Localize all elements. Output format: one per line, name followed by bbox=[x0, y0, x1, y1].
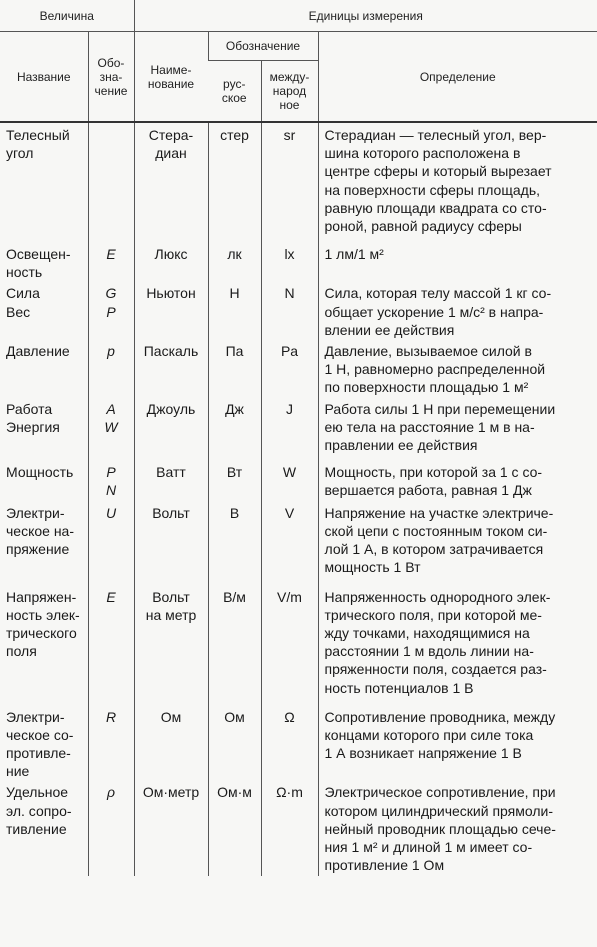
symbol-letter: A bbox=[106, 400, 116, 417]
symbol-international: V bbox=[261, 501, 318, 585]
unit-definition: Сопротивление проводника, между концами которого при силе тока 1 А возникает напряжение 1 В bbox=[318, 705, 597, 781]
quantity-symbol bbox=[88, 705, 134, 781]
symbol-russian: Ом·м bbox=[208, 780, 261, 876]
unit-name: Ватт bbox=[134, 460, 208, 501]
header-international: между- народ ное bbox=[261, 61, 318, 123]
quantity-symbol bbox=[88, 339, 134, 397]
quantity-symbol bbox=[88, 501, 134, 585]
symbol-russian: Н bbox=[208, 281, 261, 339]
symbol-international: Ω·m bbox=[261, 780, 318, 876]
symbol-international: W bbox=[261, 460, 318, 501]
symbol-international: Ω bbox=[261, 705, 318, 781]
symbol-international: lx bbox=[261, 242, 318, 281]
quantity-name: Работа Энергия bbox=[6, 400, 60, 435]
quantity-name: Сила Вес bbox=[6, 285, 40, 320]
symbol-letter: p bbox=[107, 343, 115, 360]
unit-name: Вольт bbox=[134, 501, 208, 585]
table-row bbox=[0, 339, 597, 397]
quantity-name: Электри- ческое на- пряжение bbox=[6, 504, 75, 558]
symbol-letter: R bbox=[105, 708, 117, 725]
table-row bbox=[0, 501, 597, 585]
symbol-letter: ρ bbox=[106, 784, 116, 801]
unit-name: Ом bbox=[134, 705, 208, 781]
symbol-letter: P bbox=[106, 303, 116, 320]
unit-definition: Мощность, при которой за 1 с со- вершается работа, равная 1 Дж bbox=[318, 460, 597, 501]
symbol-letter: E bbox=[106, 246, 116, 262]
symbol-letter: P bbox=[106, 463, 116, 480]
unit-name: Вольт на метр bbox=[134, 585, 208, 705]
unit-definition: Электрическое сопротивление, при котором цилиндрический прямоли- нейный проводник площадью сече- ния 1 м² и длиной 1 м имеет со- противление 1 Ом bbox=[318, 780, 597, 876]
symbol-international: Pa bbox=[261, 339, 318, 397]
quantity-name: Мощность bbox=[6, 463, 74, 480]
table-row bbox=[0, 281, 597, 339]
symbol-russian: Дж bbox=[208, 397, 261, 460]
header-name: Название bbox=[0, 32, 88, 123]
unit-definition: Работа силы 1 Н при перемещении ею тела на расстояние 1 м в на- правлении ее действия bbox=[318, 397, 597, 460]
quantity-symbol bbox=[88, 460, 134, 501]
unit-name: Стера- диан bbox=[134, 122, 208, 242]
table-row bbox=[0, 397, 597, 460]
quantity-name: Напряжен- ность элек- трического поля bbox=[6, 588, 80, 660]
quantity-symbol bbox=[88, 122, 134, 242]
quantity-symbol bbox=[88, 780, 134, 876]
header-quantity: Величина bbox=[0, 0, 134, 32]
header-designation: Обозначение bbox=[208, 32, 318, 61]
quantity-symbol bbox=[88, 585, 134, 705]
symbol-russian: Па bbox=[208, 339, 261, 397]
unit-definition: Стерадиан — телесный угол, вер- шина которого расположена в центре сферы и который вырезает на поверхности сферы площадь, равную площади квадрата со сто- роной, равной радиусу сферы bbox=[318, 122, 597, 242]
table-row bbox=[0, 705, 597, 781]
unit-name: Ньютон bbox=[134, 281, 208, 339]
symbol-russian: В bbox=[208, 501, 261, 585]
symbol-russian: В/м bbox=[208, 585, 261, 705]
header-unit-name: Наиме- нование bbox=[134, 32, 208, 123]
unit-name: Люкс bbox=[134, 242, 208, 281]
symbol-russian: Вт bbox=[208, 460, 261, 501]
quantity-symbol bbox=[88, 242, 134, 281]
quantity-name: Давление bbox=[6, 343, 70, 360]
header-symbol: Обо- зна- чение bbox=[88, 32, 134, 123]
symbol-letter: N bbox=[105, 481, 117, 498]
quantity-name: Телесный угол bbox=[6, 127, 70, 162]
symbol-international: N bbox=[261, 281, 318, 339]
table-row bbox=[0, 460, 597, 501]
symbol-letter: G bbox=[105, 285, 117, 302]
symbol-letter: W bbox=[104, 418, 118, 435]
table-row bbox=[0, 780, 597, 876]
unit-name: Джоуль bbox=[134, 397, 208, 460]
symbol-international: V/m bbox=[261, 585, 318, 705]
table-row bbox=[0, 122, 597, 242]
quantity-name: Удельное эл. сопро- тивление bbox=[6, 784, 72, 837]
symbol-international: sr bbox=[261, 122, 318, 242]
table-row bbox=[0, 242, 597, 281]
table-row bbox=[0, 585, 597, 705]
unit-definition: Напряженность однородного элек- трического поля, при которой ме- жду точками, находящимися на расстоянии 1 м вдоль линии на- пряженности поля, создается раз- ность потенциалов 1 В bbox=[318, 585, 597, 705]
header-definition: Определение bbox=[318, 32, 597, 123]
quantity-symbol bbox=[88, 281, 134, 339]
symbol-russian: Ом bbox=[208, 705, 261, 781]
quantity-name: Освещен- ность bbox=[6, 246, 71, 281]
unit-name: Паскаль bbox=[134, 339, 208, 397]
header-russian: рус- ское bbox=[208, 61, 261, 123]
symbol-letter: E bbox=[106, 588, 116, 605]
unit-definition: Давление, вызываемое силой в 1 Н, равномерно распределенной по поверхности площадью 1 м² bbox=[318, 339, 597, 397]
unit-definition: 1 лм/1 м² bbox=[318, 242, 597, 281]
quantity-name: Электри- ческое со- противле- ние bbox=[6, 708, 74, 780]
symbol-russian: лк bbox=[208, 242, 261, 281]
header-units: Единицы измерения bbox=[134, 0, 597, 32]
unit-name: Ом·метр bbox=[134, 780, 208, 876]
quantity-symbol bbox=[88, 397, 134, 460]
unit-definition: Сила, которая телу массой 1 кг со- общает ускорение 1 м/с² в напра- влении ее действия bbox=[318, 281, 597, 339]
symbol-letter: U bbox=[105, 504, 117, 521]
symbol-international: J bbox=[261, 397, 318, 460]
table-body bbox=[0, 122, 597, 876]
unit-definition: Напряжение на участке электриче- ской цепи с постоянным током си- лой 1 А, в котором затрачивается мощность 1 Вт bbox=[318, 501, 597, 585]
symbol-russian: стер bbox=[208, 122, 261, 242]
